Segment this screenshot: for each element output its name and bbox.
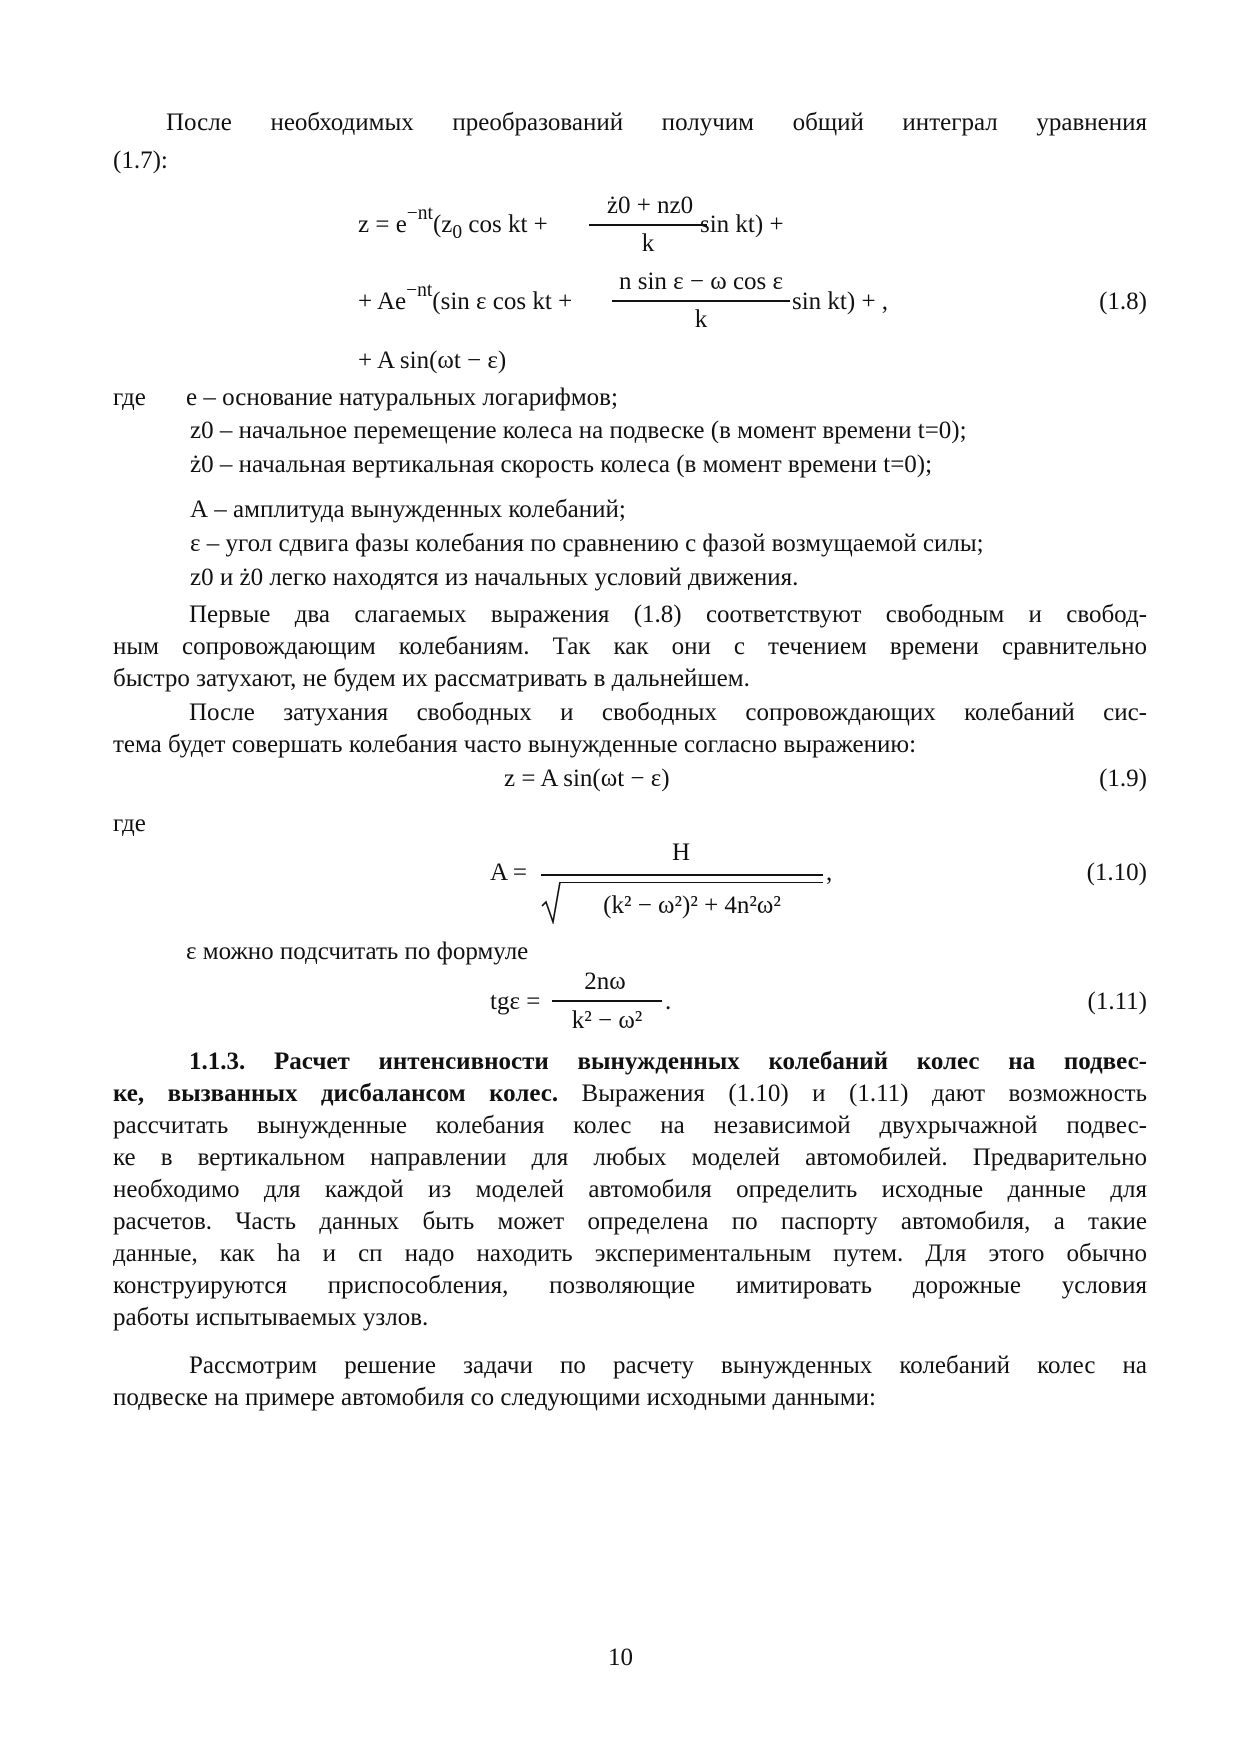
eq-1-8-row3: + A sin(ωt − ε) bbox=[358, 347, 507, 374]
eq-1-11-den: k² − ω² bbox=[571, 1007, 643, 1034]
eq-1-8-row1-paren: (z bbox=[432, 211, 453, 238]
paragraph-2 bbox=[113, 697, 1147, 761]
eq-1-8-number: (1.8) bbox=[1099, 288, 1147, 315]
section-heading-line-1 bbox=[113, 1046, 1147, 1078]
section-line: конструируются приспособления, позволяющие имитировать дорожные условия bbox=[113, 1272, 1147, 1299]
where-item-z0: z0 – начальное перемещение колеса на подвеске (в момент времени t=0); bbox=[190, 417, 967, 444]
paragraph-3-line: Рассмотрим решение задачи по расчету вынужденных колебаний колес на bbox=[189, 1352, 1147, 1379]
paragraph-1 bbox=[113, 599, 1147, 695]
eq-1-8-row2-base: + Ae bbox=[358, 288, 407, 315]
where-item-a: А – амплитуда вынужденных колебаний; bbox=[190, 496, 626, 523]
eq-1-8-row2-lead bbox=[358, 279, 573, 315]
eq-1-8-row1-tail: sin kt) + bbox=[700, 211, 784, 238]
section-heading-bold: 1.1.3. Расчет интенсивности вынужденных колебаний колес на подвес- bbox=[189, 1048, 1147, 1075]
where-item-initial: z0 и ż0 легко находятся из начальных условий движения. bbox=[190, 564, 799, 591]
eq-1-8-row1-cos: cos kt + bbox=[462, 211, 548, 238]
paragraph-3 bbox=[113, 1350, 1147, 1414]
paragraph-2-line: После затухания свободных и свободных сопровождающих колебаний сис- bbox=[189, 699, 1147, 726]
intro-line-2: (1.7): bbox=[113, 147, 168, 174]
paragraph-3-line: подвеске на примере автомобиля со следующими исходными данными: bbox=[113, 1384, 877, 1411]
eq-1-8-frac2-bar bbox=[612, 300, 790, 302]
eq-1-10-tail: , bbox=[826, 859, 833, 886]
where-item-eps: ε – угол сдвига фазы колебания по сравнению с фазой возмущаемой силы; bbox=[190, 530, 984, 557]
section-line: расчетов. Часть данных быть может определена по паспорту автомобиля, а такие bbox=[113, 1208, 1147, 1235]
section-line: ке в вертикальном направлении для любых моделей автомобилей. Предварительно bbox=[113, 1144, 1147, 1171]
paragraph-1-line: Первые два слагаемых выражения (1.8) соответствуют свободным и свобод- bbox=[189, 601, 1147, 628]
eq-1-9: z = A sin(ωt − ε) bbox=[504, 765, 670, 792]
paragraph-2-line: тема будет совершать колебания часто вынужденные согласно выражению: bbox=[113, 731, 917, 758]
intro-text: После необходимых преобразований получим общий интеграл уравнения bbox=[166, 109, 1147, 136]
eq-1-10-bar bbox=[541, 874, 823, 876]
section-heading-bold-2: ке, вызванных дисбалансом колес. bbox=[113, 1080, 559, 1107]
where-label-1: где bbox=[113, 384, 146, 411]
eq-1-10-number: (1.10) bbox=[1086, 859, 1147, 886]
where-item-z0-dot: ż0 – начальная вертикальная скорость колеса (в момент времени t=0); bbox=[190, 451, 933, 478]
section-line: необходимо для каждой из моделей автомобиля определить исходные данные для bbox=[113, 1176, 1147, 1203]
eq-1-8-row1-sub: 0 bbox=[452, 222, 463, 243]
where-item-e: е – основание натуральных логарифмов; bbox=[186, 384, 618, 411]
eq-1-8-frac2-den: k bbox=[694, 306, 708, 333]
eq-1-11-num: 2nω bbox=[584, 968, 626, 995]
eq-1-10-sqrt-bar bbox=[560, 882, 823, 883]
section-line: данные, как hа и cп надо находить экспериментальным путем. Для этого обычно bbox=[113, 1240, 1147, 1267]
section-heading-line-2 bbox=[113, 1078, 1147, 1110]
paragraph-1-line: ным сопровождающим колебаниям. Так как они с течением времени сравнительно bbox=[113, 633, 1147, 660]
section-heading-rest: Выражения (1.10) и (1.11) дают возможность bbox=[558, 1080, 1147, 1107]
eps-formula-line: ε можно подсчитать по формуле bbox=[186, 938, 529, 965]
eq-1-8-row1-exp: −nt bbox=[406, 202, 433, 224]
eq-1-8-frac1-num: ż0 + nz0 bbox=[606, 192, 694, 219]
eq-1-8-row1-lead bbox=[358, 202, 548, 243]
eq-1-10-den: (k² − ω²)² + 4n²ω² bbox=[603, 892, 781, 919]
section-line: работы испытываемых узлов. bbox=[113, 1304, 429, 1331]
paragraph-1-line: быстро затухают, не будем их рассматривать в дальнейшем. bbox=[113, 665, 750, 692]
page-number: 10 bbox=[608, 1644, 633, 1671]
eq-1-8-row2-exp: −nt bbox=[406, 279, 433, 301]
eq-1-9-number: (1.9) bbox=[1099, 765, 1147, 792]
eq-1-10-num: H bbox=[671, 839, 691, 866]
eq-1-11-lhs: tgε = bbox=[490, 988, 541, 1015]
section-line: рассчитать вынужденные колебания колес на независимой двухрычажной подвес- bbox=[113, 1112, 1147, 1139]
eq-1-11-bar bbox=[552, 1000, 662, 1002]
eq-1-10-lhs: A = bbox=[490, 859, 528, 886]
eq-1-8-frac2-num: n sin ε − ω cos ε bbox=[618, 268, 784, 295]
eq-1-8-row2-sin: (sin ε cos kt + bbox=[432, 288, 573, 315]
intro-line-1 bbox=[113, 107, 1147, 139]
section-1-1-3 bbox=[113, 1046, 1147, 1334]
eq-1-11-tail: . bbox=[665, 988, 672, 1015]
eq-1-8-frac1-den: k bbox=[641, 230, 655, 257]
sqrt-sign-icon bbox=[541, 880, 561, 924]
eq-1-8-row2-tail: sin kt) + , bbox=[792, 288, 889, 315]
where-label-2: где bbox=[113, 810, 146, 837]
eq-1-8-frac1-bar bbox=[589, 224, 707, 226]
eq-1-11-number: (1.11) bbox=[1087, 988, 1147, 1015]
eq-1-8-row1-base: z = e bbox=[358, 211, 407, 238]
